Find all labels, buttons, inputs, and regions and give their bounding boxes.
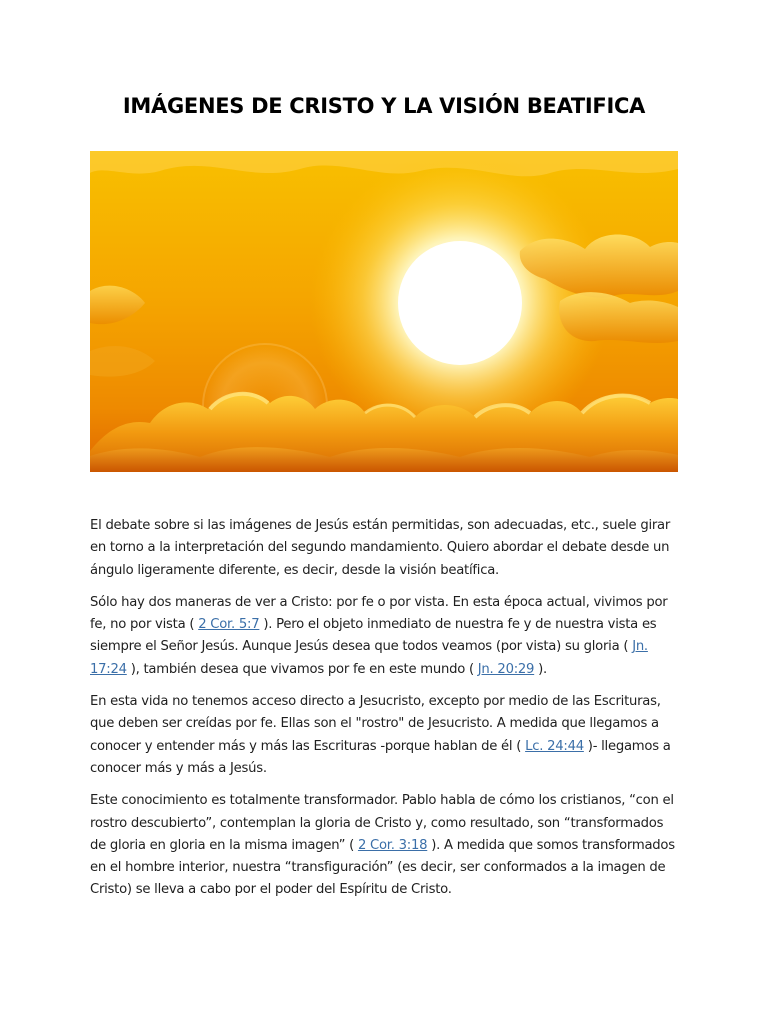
- scripture-link-lc-24-44[interactable]: Lc. 24:44: [525, 738, 584, 754]
- scripture-link-2cor-5-7[interactable]: 2 Cor. 5:7: [198, 617, 260, 633]
- paragraph-2: [90, 592, 680, 681]
- scripture-link-jn-20-29[interactable]: Jn. 20:29: [477, 661, 535, 677]
- scripture-link-jn-17-24[interactable]: Jn. 17:24: [90, 639, 648, 677]
- scripture-link-2cor-3-18[interactable]: 2 Cor. 3:18: [357, 837, 428, 853]
- paragraph-text: ).: [534, 661, 547, 677]
- paragraph-text: ). A medida que somos transformados en el hombre interior, nuestra “transfiguración” (es decir, ser conformados a la imagen de Cristo) se lleva a cabo por el poder del Espíritu de Cristo.: [90, 837, 675, 898]
- paragraph-text: El debate sobre si las imágenes de Jesús están permitidas, son adecuadas, etc., suele girar en torno a la interpretación del segundo mandamiento. Quiero abordar el debate desde un ángulo ligeramente diferente, es decir, desde la visión beatífica.: [90, 518, 671, 578]
- sunset-illustration: [90, 151, 678, 472]
- paragraph-4: [90, 790, 680, 901]
- paragraph-text: Este conocimiento es totalmente transformador. Pablo habla de cómo los cristianos, “con el rostro descubierto”, contemplan la gloria de Cristo y, como resultado, son “transformados de gloria en gloria en la misma imagen” (: [90, 793, 674, 853]
- page-title: IMÁGENES DE CRISTO Y LA VISIÓN BEATIFICA: [122, 94, 646, 118]
- paragraph-3: [90, 691, 680, 780]
- paragraph-text: )- llegamos a conocer más y más a Jesús.: [90, 738, 671, 776]
- paragraph-1: [90, 515, 680, 582]
- paragraph-text: ). Pero el objeto inmediato de nuestra fe y de nuestra vista es siempre el Señor Jesús. Aunque Jesús desea que todos veamos (por vista) su gloria (: [90, 617, 657, 655]
- paragraph-text: ), también desea que vivamos por fe en este mundo (: [126, 661, 478, 677]
- paragraph-text: En esta vida no tenemos acceso directo a Jesucristo, excepto por medio de las Escrituras, que deben ser creídas por fe. Ellas son el "rostro" de Jesucristo. A medida que llegamos a conocer y entender más y más las Escrituras -porque hablan de él (: [90, 694, 661, 754]
- paragraph-text: Sólo hay dos maneras de ver a Cristo: por fe o por vista. En esta época actual, vivimos por fe, no por vista (: [90, 594, 668, 633]
- article-body: [90, 515, 680, 912]
- hero-image: [90, 151, 678, 472]
